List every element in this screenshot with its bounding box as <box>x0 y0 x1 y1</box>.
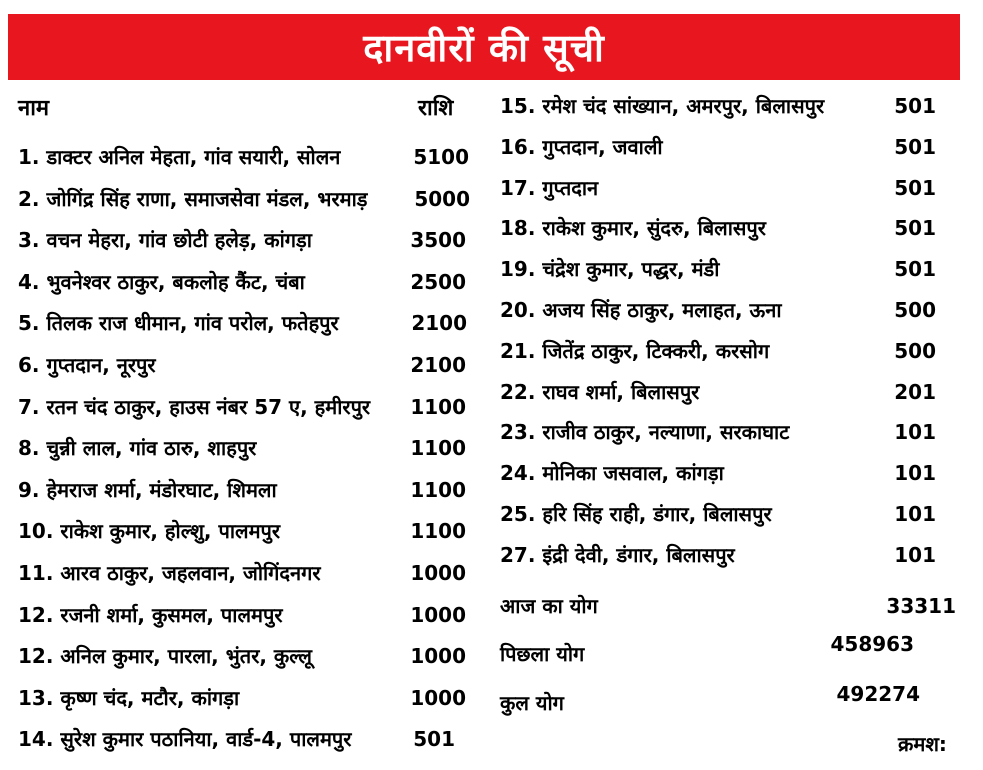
donor-name: 12. रजनी शर्मा, कुसमल, पालमपुर <box>18 602 283 627</box>
donation-amount: 1000 <box>410 644 466 669</box>
previous-total-value: 458963 <box>830 632 914 656</box>
grand-total-value: 492274 <box>836 682 920 706</box>
donor-name: 13. कृष्ण चंद, मटौर, कांगड़ा <box>18 685 240 710</box>
donor-name: 22. राघव शर्मा, बिलासपुर <box>500 379 700 404</box>
amount-column-header: राशि <box>418 96 454 121</box>
donation-amount: 2100 <box>410 353 466 377</box>
donation-amount: 500 <box>894 338 936 363</box>
donation-amount: 5100 <box>413 145 469 169</box>
grand-total-label: कुल योग <box>500 691 564 715</box>
donor-name: 25. हरि सिंह राही, डंगार, बिलासपुर <box>500 502 772 526</box>
donor-name: 27. इंद्री देवी, डंगार, बिलासपुर <box>500 542 735 567</box>
donor-name: 11. आरव ठाकुर, जहलवान, जोगिंदनगर <box>18 561 321 585</box>
donation-amount: 2100 <box>411 311 467 336</box>
donor-name: 10. राकेश कुमार, होल्शु, पालमपुर <box>18 519 281 544</box>
donation-amount: 500 <box>894 298 936 322</box>
donor-name: 19. चंद्रेश कुमार, पद्धर, मंडी <box>500 257 720 282</box>
donor-name: 5. तिलक राज धीमान, गांव परोल, फतेहपुर <box>18 311 339 336</box>
today-total-label: आज का योग <box>500 594 598 618</box>
donation-amount: 101 <box>894 420 936 445</box>
previous-total-label: पिछला योग <box>500 642 585 666</box>
donation-amount: 1100 <box>410 519 466 544</box>
donation-amount: 1100 <box>410 394 466 419</box>
donor-name: 8. चुन्नी लाल, गांव ठारु, शाहपुर <box>18 436 257 461</box>
donor-name: 9. हेमराज शर्मा, मंडोरघाट, शिमला <box>18 477 277 502</box>
donor-name: 1. डाक्टर अनिल मेहता, गांव सयारी, सोलन <box>18 145 341 169</box>
donation-amount: 501 <box>894 216 936 241</box>
donation-amount: 101 <box>894 502 936 526</box>
donor-name: 18. राकेश कुमार, सुंदरु, बिलासपुर <box>500 216 766 241</box>
donor-name: 15. रमेश चंद सांख्यान, अमरपुर, बिलासपुर <box>500 94 825 118</box>
donation-amount: 501 <box>894 94 936 118</box>
name-column-header: नाम <box>18 96 50 121</box>
donor-name: 12. अनिल कुमार, पारला, भुंतर, कुल्लू <box>18 644 312 669</box>
donation-amount: 501 <box>894 134 936 159</box>
donation-amount: 5000 <box>414 186 470 211</box>
donation-amount: 101 <box>894 461 936 486</box>
donation-amount: 1000 <box>410 685 466 710</box>
title-banner <box>8 14 960 80</box>
donation-amount: 501 <box>894 175 936 200</box>
donor-name: 20. अजय सिंह ठाकुर, मलाहत, ऊना <box>500 298 782 322</box>
donor-name: 17. गुप्तदान <box>500 175 599 200</box>
donor-name: 2. जोगिंद्र सिंह राणा, समाजसेवा मंडल, भरमाड़ <box>18 186 368 211</box>
donation-amount: 1100 <box>410 477 466 502</box>
donor-name: 7. रतन चंद ठाकुर, हाउस नंबर 57 ए, हमीरपुर <box>18 394 371 419</box>
donation-amount: 501 <box>413 727 455 752</box>
donor-name: 4. भुवनेश्वर ठाकुर, बकलोह कैंट, चंबा <box>18 269 305 294</box>
donation-amount: 501 <box>894 257 936 282</box>
donation-amount: 1100 <box>410 436 466 461</box>
donor-name: 16. गुप्तदान, जवाली <box>500 134 663 159</box>
donation-amount: 1000 <box>410 602 466 627</box>
donation-amount: 101 <box>894 542 936 567</box>
donation-amount: 2500 <box>410 269 466 294</box>
page-title: दानवीरों की सूची <box>363 26 605 70</box>
donor-name: 6. गुप्तदान, नूरपुर <box>18 353 156 377</box>
continued-note: क्रमश: <box>898 732 947 756</box>
donor-name: 21. जितेंद्र ठाकुर, टिक्करी, करसोग <box>500 338 770 363</box>
donation-amount: 1000 <box>410 561 466 585</box>
donation-amount: 3500 <box>410 228 466 253</box>
donor-name: 3. वचन मेहरा, गांव छोटी हलेड़, कांगड़ा <box>18 228 312 253</box>
donation-amount: 201 <box>894 379 936 404</box>
today-total-value: 33311 <box>886 594 956 618</box>
donor-name: 14. सुरेश कुमार पठानिया, वार्ड-4, पालमपुर <box>18 727 352 752</box>
donor-name: 23. राजीव ठाकुर, नल्याणा, सरकाघाट <box>500 420 790 445</box>
donor-name: 24. मोनिका जसवाल, कांगड़ा <box>500 461 724 486</box>
